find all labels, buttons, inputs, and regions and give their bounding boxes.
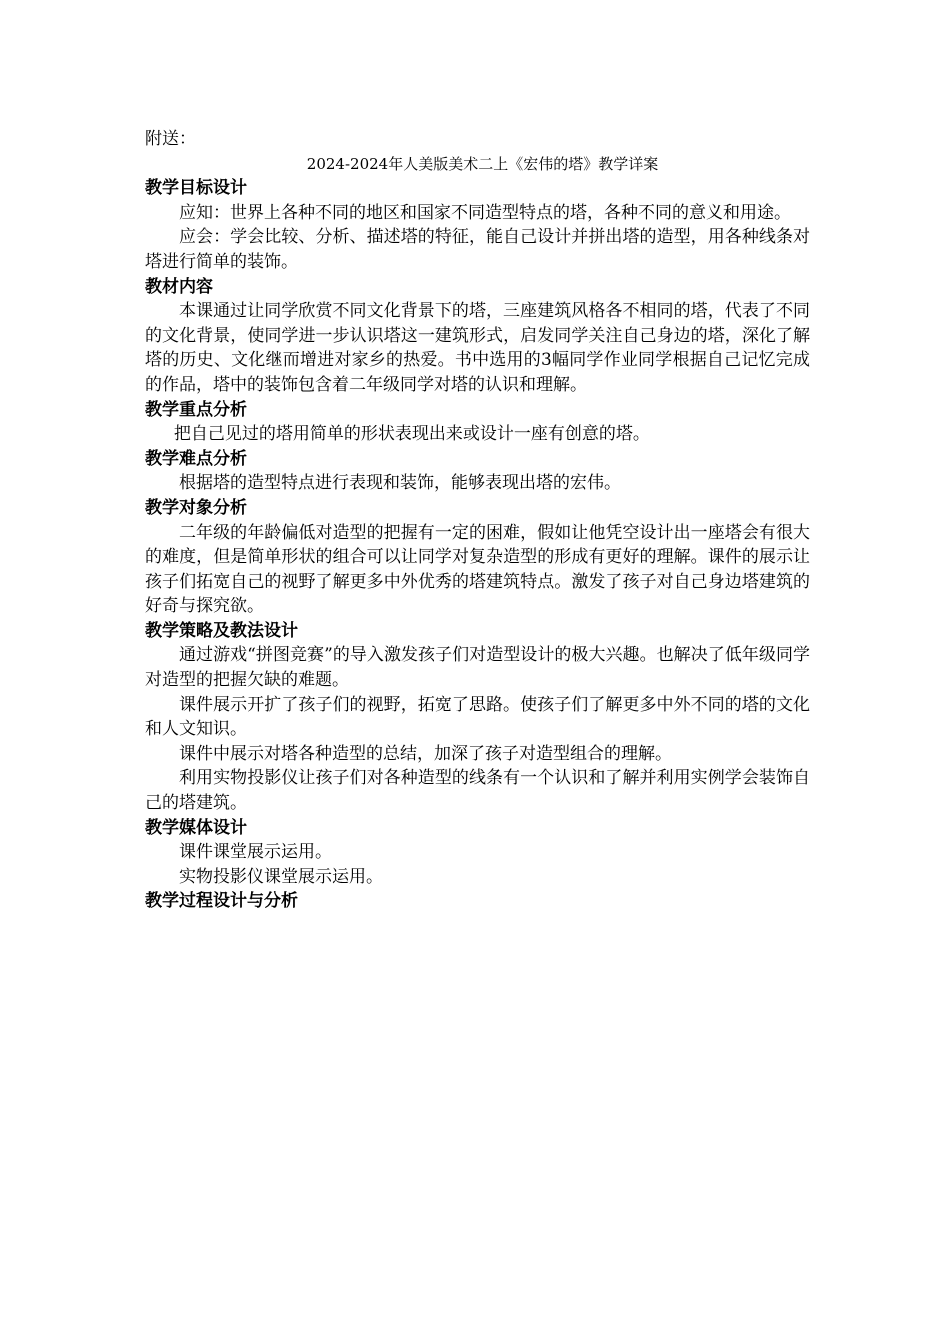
section-textbook-content <box>145 275 810 398</box>
section-paragraph: 课件课堂展示运用。 <box>179 842 332 863</box>
section-heading: 教材内容 <box>145 276 213 297</box>
section-student-analysis <box>145 496 810 619</box>
section-difficult-points <box>145 447 810 496</box>
section-teaching-media <box>145 816 810 890</box>
section-teaching-goals <box>145 176 810 274</box>
section-heading: 教学目标设计 <box>145 178 247 199</box>
document-page <box>145 127 810 914</box>
section-paragraph: 应知：世界上各种不同的地区和国家不同造型特点的塔，各种不同的意义和用途。 <box>179 202 791 223</box>
section-paragraph: 实物投影仪课堂展示运用。 <box>179 866 383 887</box>
section-heading: 教学难点分析 <box>145 448 247 469</box>
section-paragraph: 通过游戏“拼图竞赛”的导入激发孩子们对造型设计的极大兴趣。也解决了低年级同学对造型的把握欠缺的难题。 <box>145 645 810 691</box>
section-teaching-strategy <box>145 619 810 816</box>
section-paragraph: 本课通过让同学欣赏不同文化背景下的塔，三座建筑风格各不相同的塔，代表了不同的文化背景，使同学进一步认识塔这一建筑形式，启发同学关注自己身边的塔，深化了解塔的历史、文化继而增进对家乡的热爱。书中选用的3幅同学作业同学根据自己记忆完成的作品，塔中的装饰包含着二年级同学对塔的认识和理解。 <box>145 301 810 395</box>
section-teaching-process <box>145 889 810 914</box>
section-heading: 教学过程设计与分析 <box>145 891 298 912</box>
section-heading: 教学对象分析 <box>145 497 247 518</box>
section-paragraph: 课件中展示对塔各种造型的总结，加深了孩子对造型组合的理解。 <box>179 743 672 764</box>
section-heading: 教学重点分析 <box>145 399 247 420</box>
section-paragraph: 根据塔的造型特点进行表现和装饰，能够表现出塔的宏伟。 <box>179 473 621 494</box>
preface-label: 附送： <box>145 129 196 149</box>
section-paragraph: 应会：学会比较、分析、描述塔的特征，能自己设计并拼出塔的造型，用各种线条对塔进行简单的装饰。 <box>145 227 810 272</box>
section-key-points <box>145 398 810 447</box>
section-paragraph: 利用实物投影仪让孩子们对各种造型的线条有一个认识和了解并利用实例学会装饰自己的塔建筑。 <box>145 768 810 814</box>
section-heading: 教学策略及教法设计 <box>145 620 298 641</box>
section-paragraph: 二年级的年龄偏低对造型的把握有一定的困难，假如让他凭空设计出一座塔会有很大的难度，但是简单形状的组合可以让同学对复杂造型的形成有更好的理解。课件的展示让孩子们拓宽自己的视野了解更多中外优秀的塔建筑特点。激发了孩子对自己身边塔建筑的好奇与探究欲。 <box>145 522 810 617</box>
section-heading: 教学媒体设计 <box>145 817 247 838</box>
section-paragraph: 课件展示开扩了孩子们的视野，拓宽了思路。使孩子们了解更多中外不同的塔的文化和人文知识。 <box>145 694 810 740</box>
section-paragraph: 把自己见过的塔用简单的形状表现出来或设计一座有创意的塔。 <box>173 424 650 445</box>
document-title: 2024-2024年人美版美术二上《宏伟的塔》教学详案 <box>306 154 659 173</box>
